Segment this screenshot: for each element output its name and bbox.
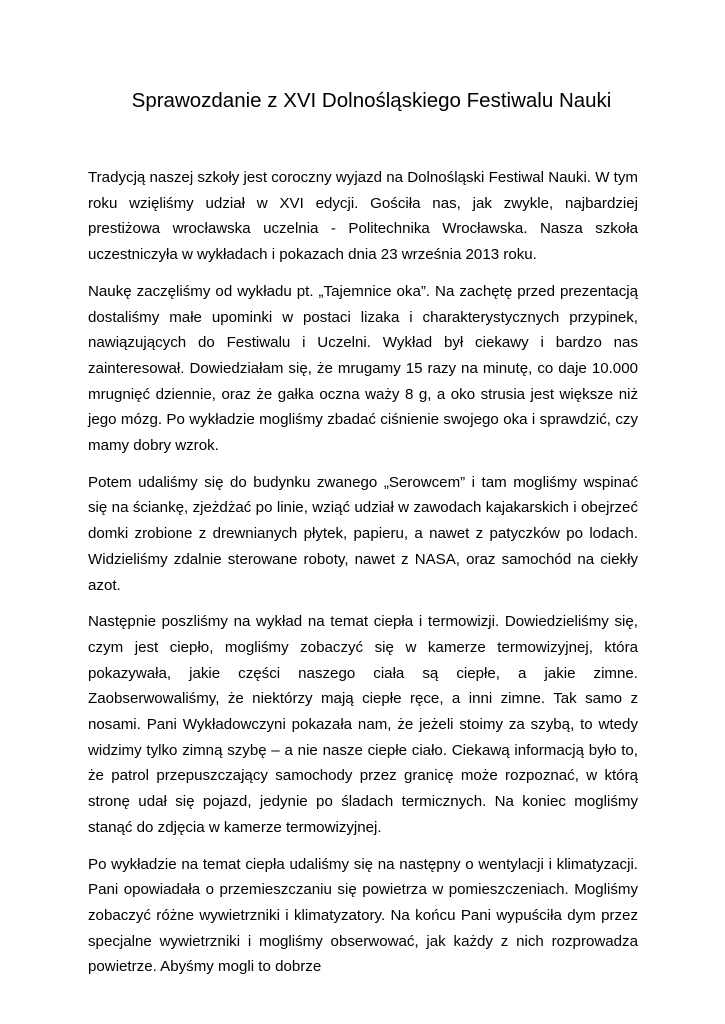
paragraph-thermovision-lecture: Następnie poszliśmy na wykład na temat ciepła i termowizji. Dowiedzieliśmy się, czym jest ciepło, mogliśmy zobaczyć się w kamerze termowizyjnej, która pokazywała, jakie części naszego ciała są ciepłe, a jakie zimne. Zaobserwowaliśmy, że niektórzy mają ciepłe ręce, a inni zimne. Tak samo z nosami. Pani Wykładowczyni pokazała nam, że jeżeli stoimy za szybą, to wtedy widzimy tylko zimną szybę – a nie nasze ciepłe ciało. Ciekawą informacją było to, że patrol przepuszczający samochody przez granicę może rozpoznać, w którą stronę udał się pojazd, jedynie po śladach termicznych. Na koniec mogliśmy stanąć do zdjęcia w kamerze termowizyjnej. <box>88 613 638 836</box>
document-title: Sprawozdanie z XVI Dolnośląskiego Festiwalu Nauki <box>131 89 612 112</box>
document-body <box>88 165 638 991</box>
paragraph-ventilation-lecture: Po wykładzie na temat ciepła udaliśmy się na następny o wentylacji i klimatyzacji. Pani opowiadała o przemieszczaniu się powietrza w pomieszczeniach. Mogliśmy zobaczyć różne wywietrzniki i klimatyzatory. Na końcu Pani wypuściła dym przez specjalne wywietrzniki i mogliśmy obserwować, jak każdy z nich rozprowadza powietrze. Abyśmy mogli to dobrze <box>88 855 638 976</box>
paragraph-serowiec-building: Potem udaliśmy się do budynku zwanego „Serowcem” i tam mogliśmy wspinać się na ściankę, zjeżdżać po linie, wziąć udział w zawodach kajakarskich i obejrzeć domki zrobione z drewnianych płytek, papieru, a nawet z patyczków po lodach. Widzieliśmy zdalnie sterowane roboty, nawet z NASA, oraz samochód na ciekły azot. <box>88 473 638 594</box>
paragraph-festival-intro: Tradycją naszej szkoły jest coroczny wyjazd na Dolnośląski Festiwal Nauki. W tym roku wzięliśmy udział w XVI edycji. Gościła nas, jak zwykle, najbardziej prestiżowa wrocławska uczelnia - Politechnika Wrocławska. Nasza szkoła uczestniczyła w wykładach i pokazach dnia 23 września 2013 roku. <box>88 169 638 264</box>
paragraph-eye-lecture: Naukę zaczęliśmy od wykładu pt. „Tajemnice oka”. Na zachętę przed prezentacją dostaliśmy małe upominki w postaci lizaka i charakterystycznych przypinek, nawiązujących do Festiwalu i Uczelni. Wykład był ciekawy i bardzo nas zainteresował. Dowiedziałam się, że mrugamy 15 razy na minutę, co daje 10.000 mrugnięć dziennie, oraz że gałka oczna waży 8 g, a oko strusia jest większe niż jego mózg. Po wykładzie mogliśmy zbadać ciśnienie swojego oka i sprawdzić, czy mamy dobry wzrok. <box>88 282 638 455</box>
